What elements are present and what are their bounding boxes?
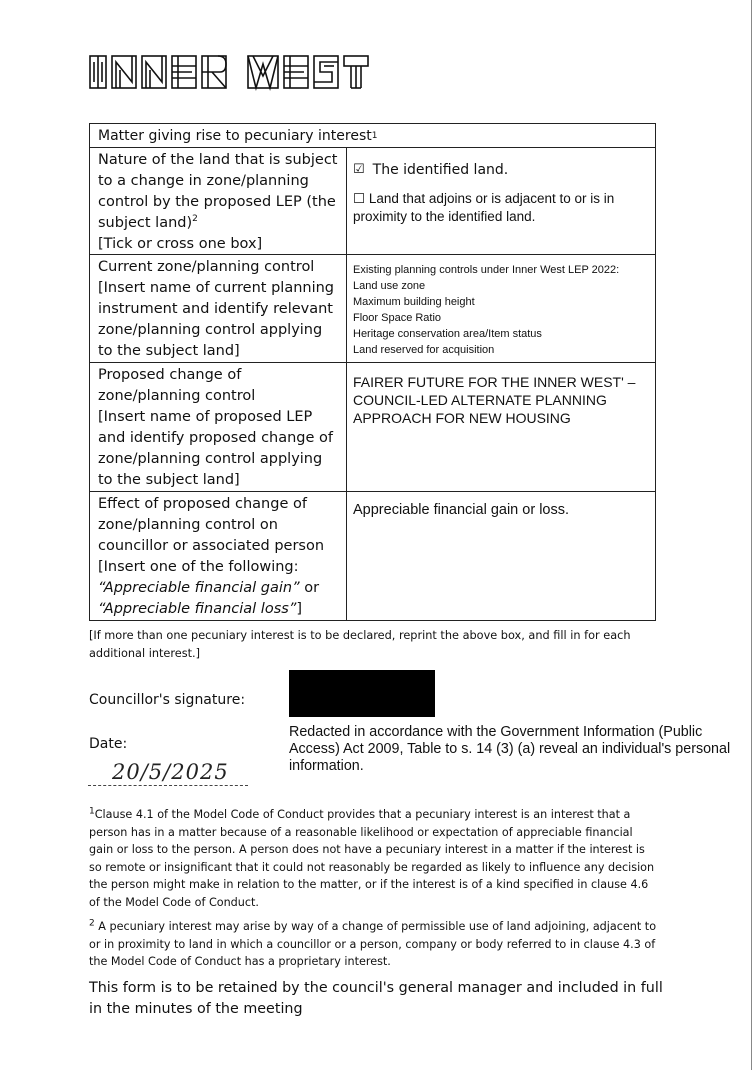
proposed-answer-cell (347, 363, 655, 491)
redaction-notice: Redacted in accordance with the Government Information (Public Access) Act 2009, Table to s. 14 (3) (a) reveal an individual's personal information. (289, 724, 731, 774)
option-identified-land[interactable] (353, 162, 651, 178)
nature-question-cell (90, 148, 347, 254)
proposed-answer: FAIRER FUTURE FOR THE INNER WEST' – COUNCIL-LED ALTERNATE PLANNING APPROACH FOR NEW HOUSING (353, 374, 636, 426)
option-identified-land-label: The identified land. (372, 162, 509, 178)
page-edge-line (751, 0, 752, 1070)
nature-row (90, 147, 655, 254)
current-answer-line: Land reserved for acquisition (353, 344, 495, 356)
checked-box-icon[interactable]: ☑ (353, 162, 365, 177)
current-answer-line: Floor Space Ratio (353, 312, 442, 324)
date-label: Date: (89, 736, 128, 752)
current-question-cell (90, 255, 347, 362)
pecuniary-interest-table (89, 123, 656, 621)
proposed-instruction: [Insert name of proposed LEP and identify proposed change of zone/planning control applying to the subject land] (98, 409, 334, 488)
current-question: Current zone/planning control (98, 259, 315, 275)
date-underline (88, 785, 248, 787)
option-adjoining-land-label: Land that adjoins or is adjacent to or is in proximity to the identified land. (353, 191, 615, 224)
nature-instruction: [Tick or cross one box] (98, 236, 263, 252)
retention-statement: This form is to be retained by the council's general manager and included in full in the minutes of the meeting (89, 980, 663, 1017)
footnote-1: $^1$Clause 4.1 of the Model Code of Conduct provides that a pecuniary interest is an interest that a person has in a matter because of a reasonable likelihood or expectation of appreciable financial gain or loss to the person. A person does not have a pecuniary interest in a matter if the interest is so remote or insignificant that it could not reasonably be regarded as likely to influence any decision the person might make in relation to the matter, or if the interest is of a kind specified in clause 4.6 of the Model Code of Conduct. (89, 806, 655, 909)
effect-answer: Appreciable financial gain or loss. (353, 502, 570, 518)
unchecked-box-icon[interactable]: ☐ (353, 191, 366, 206)
current-instruction: [Insert name of current planning instrument and identify relevant zone/planning control applying to the subject land] (98, 280, 335, 359)
handwritten-date: 20/5/2025 (112, 760, 229, 784)
signature-label: Councillor's signature: (89, 692, 246, 708)
table-header-text: Matter giving rise to pecuniary interest (98, 127, 372, 144)
nature-question: Nature of the land that is subject to a change in zone/planning control by the proposed LEP (the subject land)$^2$ (98, 152, 338, 231)
current-answer-line: Existing planning controls under Inner West LEP 2022: (353, 264, 620, 276)
redacted-signature (289, 670, 435, 717)
proposed-row (90, 362, 655, 491)
nature-answer-cell (347, 148, 655, 254)
effect-question: Effect of proposed change of zone/planning control on councillor or associated person (98, 496, 325, 554)
proposed-question-cell (90, 363, 347, 491)
reprint-note: [If more than one pecuniary interest is to be declared, reprint the above box, and fill in for each additional interest.] (89, 629, 631, 660)
footnote-2: $^2$ A pecuniary interest may arise by way of a change of permissible use of land adjoining, adjacent to or in proximity to land in which a councillor or a person, company or body referred to in clause 4.3 of the Model Code of Conduct has a proprietary interest. (89, 918, 657, 968)
table-header-row: Matter giving rise to pecuniary interest 1 (98, 127, 378, 144)
current-row (90, 254, 655, 362)
inner-west-logo (88, 50, 373, 98)
effect-answer-cell (347, 492, 655, 620)
effect-instruction: [Insert one of the following: “Appreciable financial gain” or “Appreciable financial loss”] (98, 559, 320, 617)
current-answer-line: Maximum building height (353, 296, 475, 308)
footnote-ref-2: 2 (192, 214, 198, 225)
effect-row (90, 491, 655, 620)
current-answer-line: Land use zone (353, 280, 426, 292)
option-adjoining-land[interactable] (353, 190, 651, 226)
proposed-question: Proposed change of zone/planning control (98, 367, 256, 404)
current-answer-cell (347, 255, 655, 362)
current-answer-line: Heritage conservation area/Item status (353, 328, 542, 340)
effect-question-cell (90, 492, 347, 620)
